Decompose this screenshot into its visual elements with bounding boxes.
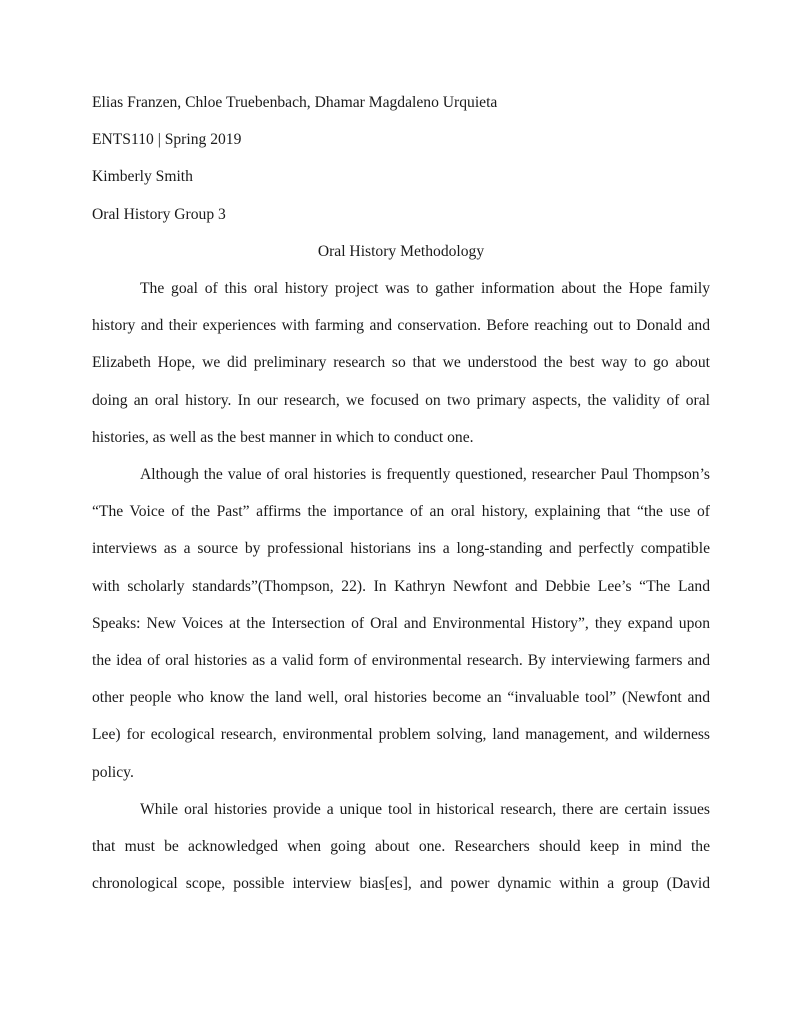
instructor-line: Kimberly Smith — [92, 168, 193, 186]
paragraph-line: doing an oral history. In our research, we focused on two primary aspects, the validity of oral — [92, 391, 710, 409]
document-title: Oral History Methodology — [317, 242, 485, 260]
paragraph-line: Elizabeth Hope, we did preliminary research so that we understood the best way to go about — [92, 354, 710, 372]
paragraph-issues — [92, 791, 710, 903]
paragraph-line: “The Voice of the Past” affirms the importance of an oral history, explaining that “the use of — [92, 503, 710, 521]
paragraph-line: histories, as well as the best manner in which to conduct one. — [92, 428, 474, 446]
paragraph-line: chronological scope, possible interview bias[es], and power dynamic within a group (David — [92, 875, 710, 893]
course-line: ENTS110 | Spring 2019 — [92, 131, 242, 149]
paragraph-line: the idea of oral histories as a valid form of environmental research. By interviewing farmers and — [92, 652, 710, 670]
document-body — [92, 84, 710, 902]
paragraph-line: interviews as a source by professional historians ins a long-standing and perfectly compatible — [92, 540, 710, 558]
paragraph-line: with scholarly standards”(Thompson, 22). In Kathryn Newfont and Debbie Lee’s “The Land — [92, 577, 710, 595]
paragraph-line: that must be acknowledged when going about one. Researchers should keep in mind the — [92, 838, 710, 856]
paragraph-line: Although the value of oral histories is frequently questioned, researcher Paul Thompson’s — [140, 466, 710, 484]
paragraph-line: Lee) for ecological research, environmental problem solving, land management, and wilderness — [92, 726, 710, 744]
paragraph-validity — [92, 456, 710, 791]
paragraph-intro — [92, 270, 710, 456]
authors-line: Elias Franzen, Chloe Truebenbach, Dhamar Magdaleno Urquieta — [92, 94, 498, 111]
paragraph-line: policy. — [92, 763, 134, 781]
paragraph-line: The goal of this oral history project was to gather information about the Hope family — [140, 280, 710, 298]
paragraph-line: history and their experiences with farming and conservation. Before reaching out to Donald and — [92, 317, 710, 335]
paragraph-line: other people who know the land well, oral histories become an “invaluable tool” (Newfont and — [92, 689, 710, 707]
paragraph-line: Speaks: New Voices at the Intersection of Oral and Environmental History”, they expand upon — [92, 614, 710, 632]
group-line: Oral History Group 3 — [92, 205, 226, 223]
paragraph-line: While oral histories provide a unique tool in historical research, there are certain issues — [140, 800, 710, 818]
